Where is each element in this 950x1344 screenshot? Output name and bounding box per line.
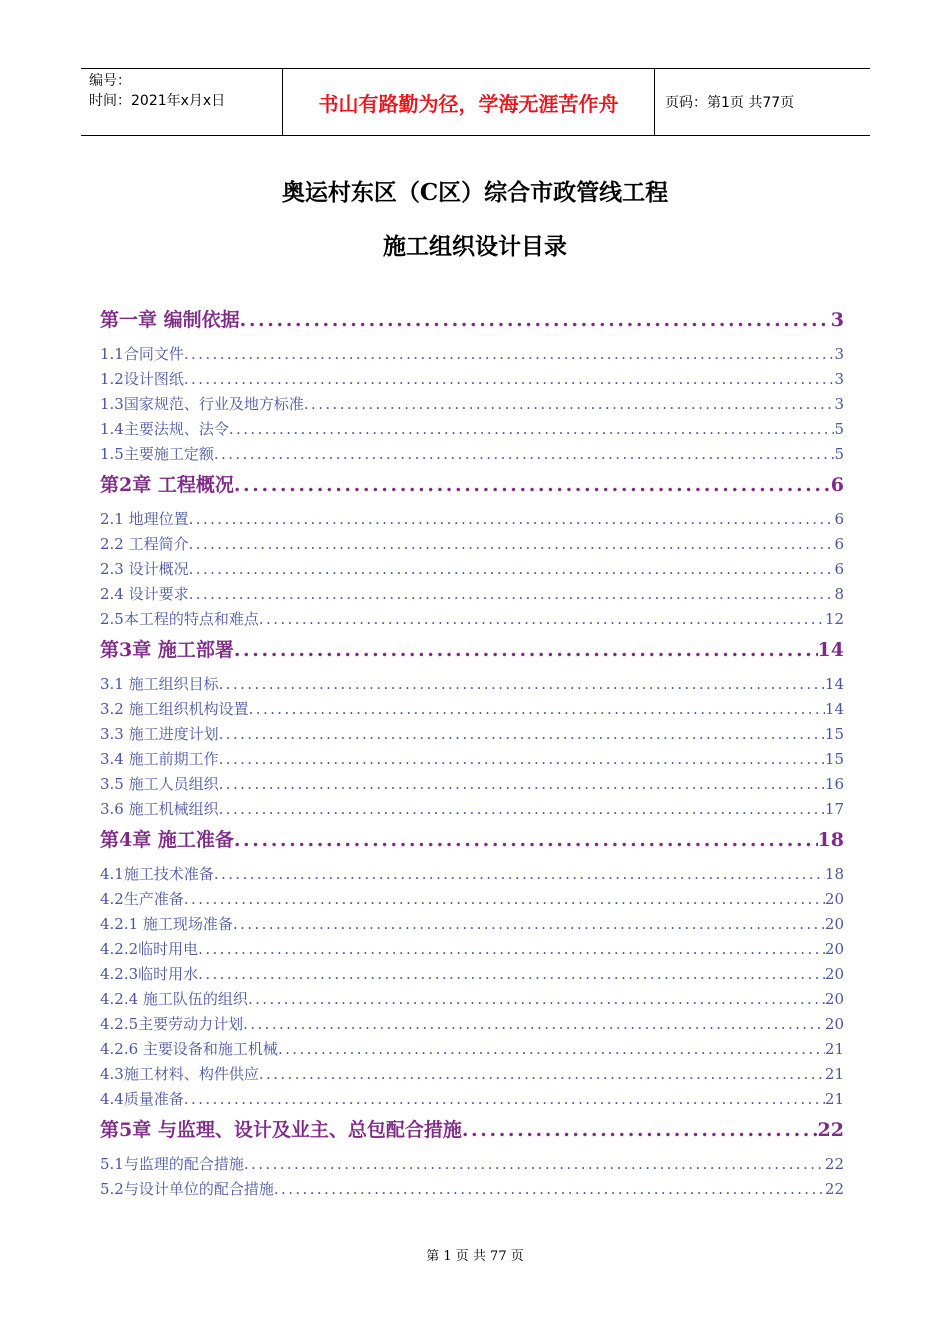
toc-entry-label: 第3章 施工部署: [100, 639, 234, 661]
toc-chapter-entry[interactable]: [100, 1112, 844, 1148]
toc-section-entry[interactable]: [100, 697, 844, 722]
toc-entry-page: 3: [834, 345, 844, 363]
toc-leader-dots: [198, 937, 825, 962]
toc-entry-page: 6: [834, 560, 844, 578]
toc-section-entry[interactable]: [100, 962, 844, 987]
toc-section-entry[interactable]: [100, 747, 844, 772]
toc-entry-page: 3: [834, 370, 844, 388]
toc-entry-page: 22: [824, 1155, 844, 1173]
toc-leader-dots: [219, 722, 825, 747]
toc-entry-label: 3.1 施工组织目标: [100, 675, 219, 693]
toc-entry-label: 5.1与监理的配合措施: [100, 1155, 244, 1173]
page-header: [81, 68, 870, 136]
toc-entry-label: 1.5主要施工定额: [100, 445, 214, 463]
toc-section-entry[interactable]: [100, 987, 844, 1012]
toc-leader-dots: [233, 912, 825, 937]
toc-entry-label: 1.4主要法规、法令: [100, 420, 229, 438]
toc-entry-label: 2.5本工程的特点和难点: [100, 610, 259, 628]
toc-entry-label: 3.5 施工人员组织: [100, 775, 219, 793]
toc-section-entry[interactable]: [100, 607, 844, 632]
table-of-contents: [100, 302, 844, 1202]
toc-entry-page: 21: [824, 1090, 844, 1108]
toc-entry-label: 4.2生产准备: [100, 890, 184, 908]
toc-leader-dots: [240, 302, 831, 338]
toc-leader-dots: [243, 1012, 825, 1037]
toc-entry-label: 3.2 施工组织机构设置: [100, 700, 249, 718]
toc-leader-dots: [189, 557, 835, 582]
toc-leader-dots: [184, 1087, 825, 1112]
toc-entry-page: 16: [824, 775, 844, 793]
toc-section-entry[interactable]: [100, 342, 844, 367]
header-motto: 书山有路勤为径，学海无涯苦作舟: [282, 69, 655, 135]
toc-leader-dots: [214, 862, 825, 887]
toc-entry-page: 6: [834, 510, 844, 528]
toc-entry-page: 15: [824, 725, 844, 743]
toc-entry-label: 2.4 设计要求: [100, 585, 189, 603]
toc-entry-label: 4.2.5主要劳动力计划: [100, 1015, 244, 1033]
toc-entry-label: 4.2.3临时用水: [100, 965, 199, 983]
toc-entry-page: 5: [834, 445, 844, 463]
toc-entry-page: 20: [824, 1015, 844, 1033]
toc-section-entry[interactable]: [100, 392, 844, 417]
header-page-info: 页码：第1页 共77页: [665, 95, 795, 111]
toc-entry-label: 第2章 工程概况: [100, 474, 234, 496]
toc-entry-page: 21: [824, 1040, 844, 1058]
toc-section-entry[interactable]: [100, 772, 844, 797]
toc-leader-dots: [219, 672, 825, 697]
toc-entry-page: 22: [817, 1119, 844, 1141]
toc-entry-page: 20: [824, 890, 844, 908]
toc-entry-label: 4.1施工技术准备: [100, 865, 214, 883]
toc-section-entry[interactable]: [100, 937, 844, 962]
toc-entry-label: 3.4 施工前期工作: [100, 750, 219, 768]
toc-entry-label: 第一章 编制依据: [100, 309, 240, 331]
toc-leader-dots: [259, 1062, 825, 1087]
toc-entry-page: 18: [817, 829, 844, 851]
toc-entry-label: 5.2与设计单位的配合措施: [100, 1180, 274, 1198]
toc-leader-dots: [198, 962, 825, 987]
toc-chapter-entry[interactable]: [100, 632, 844, 668]
toc-entry-page: 6: [834, 535, 844, 553]
toc-entry-page: 3: [834, 395, 844, 413]
toc-entry-label: 1.3国家规范、行业及地方标准: [100, 395, 304, 413]
toc-section-entry[interactable]: [100, 417, 844, 442]
toc-section-entry[interactable]: [100, 1087, 844, 1112]
toc-leader-dots: [189, 582, 835, 607]
toc-entry-page: 6: [830, 474, 844, 496]
toc-entry-label: 2.1 地理位置: [100, 510, 189, 528]
toc-section-entry[interactable]: [100, 722, 844, 747]
toc-entry-label: 4.2.6 主要设备和施工机械: [100, 1040, 278, 1058]
toc-entry-page: 18: [824, 865, 844, 883]
toc-section-entry[interactable]: [100, 582, 844, 607]
toc-leader-dots: [304, 392, 835, 417]
toc-leader-dots: [184, 887, 825, 912]
toc-section-entry[interactable]: [100, 1037, 844, 1062]
toc-section-entry[interactable]: [100, 367, 844, 392]
toc-entry-label: 1.2设计图纸: [100, 370, 184, 388]
toc-entry-page: 14: [824, 700, 844, 718]
toc-leader-dots: [189, 507, 835, 532]
toc-leader-dots: [234, 632, 818, 668]
toc-entry-page: 17: [824, 800, 844, 818]
toc-section-entry[interactable]: [100, 1152, 844, 1177]
toc-entry-label: 3.3 施工进度计划: [100, 725, 219, 743]
toc-chapter-entry[interactable]: [100, 302, 844, 338]
header-meta: [81, 69, 282, 135]
toc-entry-label: 2.3 设计概况: [100, 560, 189, 578]
toc-section-entry[interactable]: [100, 442, 844, 467]
page-footer: 第 1 页 共 77 页: [426, 1249, 524, 1264]
toc-entry-label: 4.2.4 施工队伍的组织: [100, 990, 248, 1008]
toc-chapter-entry[interactable]: [100, 822, 844, 858]
toc-leader-dots: [219, 797, 825, 822]
toc-section-entry[interactable]: [100, 532, 844, 557]
toc-leader-dots: [214, 442, 835, 467]
toc-section-entry[interactable]: [100, 507, 844, 532]
toc-leader-dots: [184, 342, 835, 367]
toc-entry-label: 4.2.2临时用电: [100, 940, 199, 958]
time-label: 时间：2021年x月x日: [89, 93, 226, 109]
toc-leader-dots: [259, 607, 825, 632]
toc-entry-page: 3: [830, 309, 844, 331]
toc-entry-page: 14: [817, 639, 844, 661]
toc-leader-dots: [184, 367, 835, 392]
toc-section-entry[interactable]: [100, 797, 844, 822]
toc-entry-label: 4.2.1 施工现场准备: [100, 915, 233, 933]
toc-leader-dots: [219, 747, 825, 772]
toc-entry-page: 12: [824, 610, 844, 628]
toc-entry-label: 4.4质量准备: [100, 1090, 184, 1108]
toc-leader-dots: [278, 1037, 825, 1062]
toc-section-entry[interactable]: [100, 1177, 844, 1202]
toc-entry-page: 20: [824, 965, 844, 983]
toc-entry-label: 第5章 与监理、设计及业主、总包配合措施: [100, 1119, 462, 1141]
toc-entry-page: 5: [834, 420, 844, 438]
toc-section-entry[interactable]: [100, 1062, 844, 1087]
toc-section-entry[interactable]: [100, 557, 844, 582]
toc-entry-page: 8: [834, 585, 844, 603]
toc-leader-dots: [244, 1152, 825, 1177]
toc-leader-dots: [234, 467, 831, 503]
document-title: 奥运村东区（C区）综合市政管线工程: [281, 179, 669, 206]
toc-entry-label: 4.3施工材料、构件供应: [100, 1065, 259, 1083]
code-label: 编号：: [89, 73, 131, 89]
document-subtitle: 施工组织设计目录: [383, 233, 567, 260]
toc-entry-page: 21: [824, 1065, 844, 1083]
toc-leader-dots: [189, 532, 835, 557]
toc-leader-dots: [234, 822, 818, 858]
toc-leader-dots: [229, 417, 835, 442]
toc-entry-page: 14: [824, 675, 844, 693]
toc-section-entry[interactable]: [100, 862, 844, 887]
toc-leader-dots: [274, 1177, 825, 1202]
toc-entry-page: 15: [824, 750, 844, 768]
toc-entry-page: 22: [824, 1180, 844, 1198]
toc-leader-dots: [219, 772, 825, 797]
toc-section-entry[interactable]: [100, 912, 844, 937]
toc-entry-page: 20: [824, 915, 844, 933]
toc-section-entry[interactable]: [100, 1012, 844, 1037]
toc-leader-dots: [249, 697, 825, 722]
toc-entry-label: 第4章 施工准备: [100, 829, 234, 851]
toc-entry-label: 1.1合同文件: [100, 345, 184, 363]
toc-leader-dots: [248, 987, 825, 1012]
toc-section-entry[interactable]: [100, 672, 844, 697]
toc-entry-page: 20: [824, 940, 844, 958]
toc-entry-label: 3.6 施工机械组织: [100, 800, 219, 818]
toc-section-entry[interactable]: [100, 887, 844, 912]
toc-chapter-entry[interactable]: [100, 467, 844, 503]
toc-entry-page: 20: [824, 990, 844, 1008]
toc-entry-label: 2.2 工程简介: [100, 535, 189, 553]
toc-leader-dots: [462, 1112, 818, 1148]
